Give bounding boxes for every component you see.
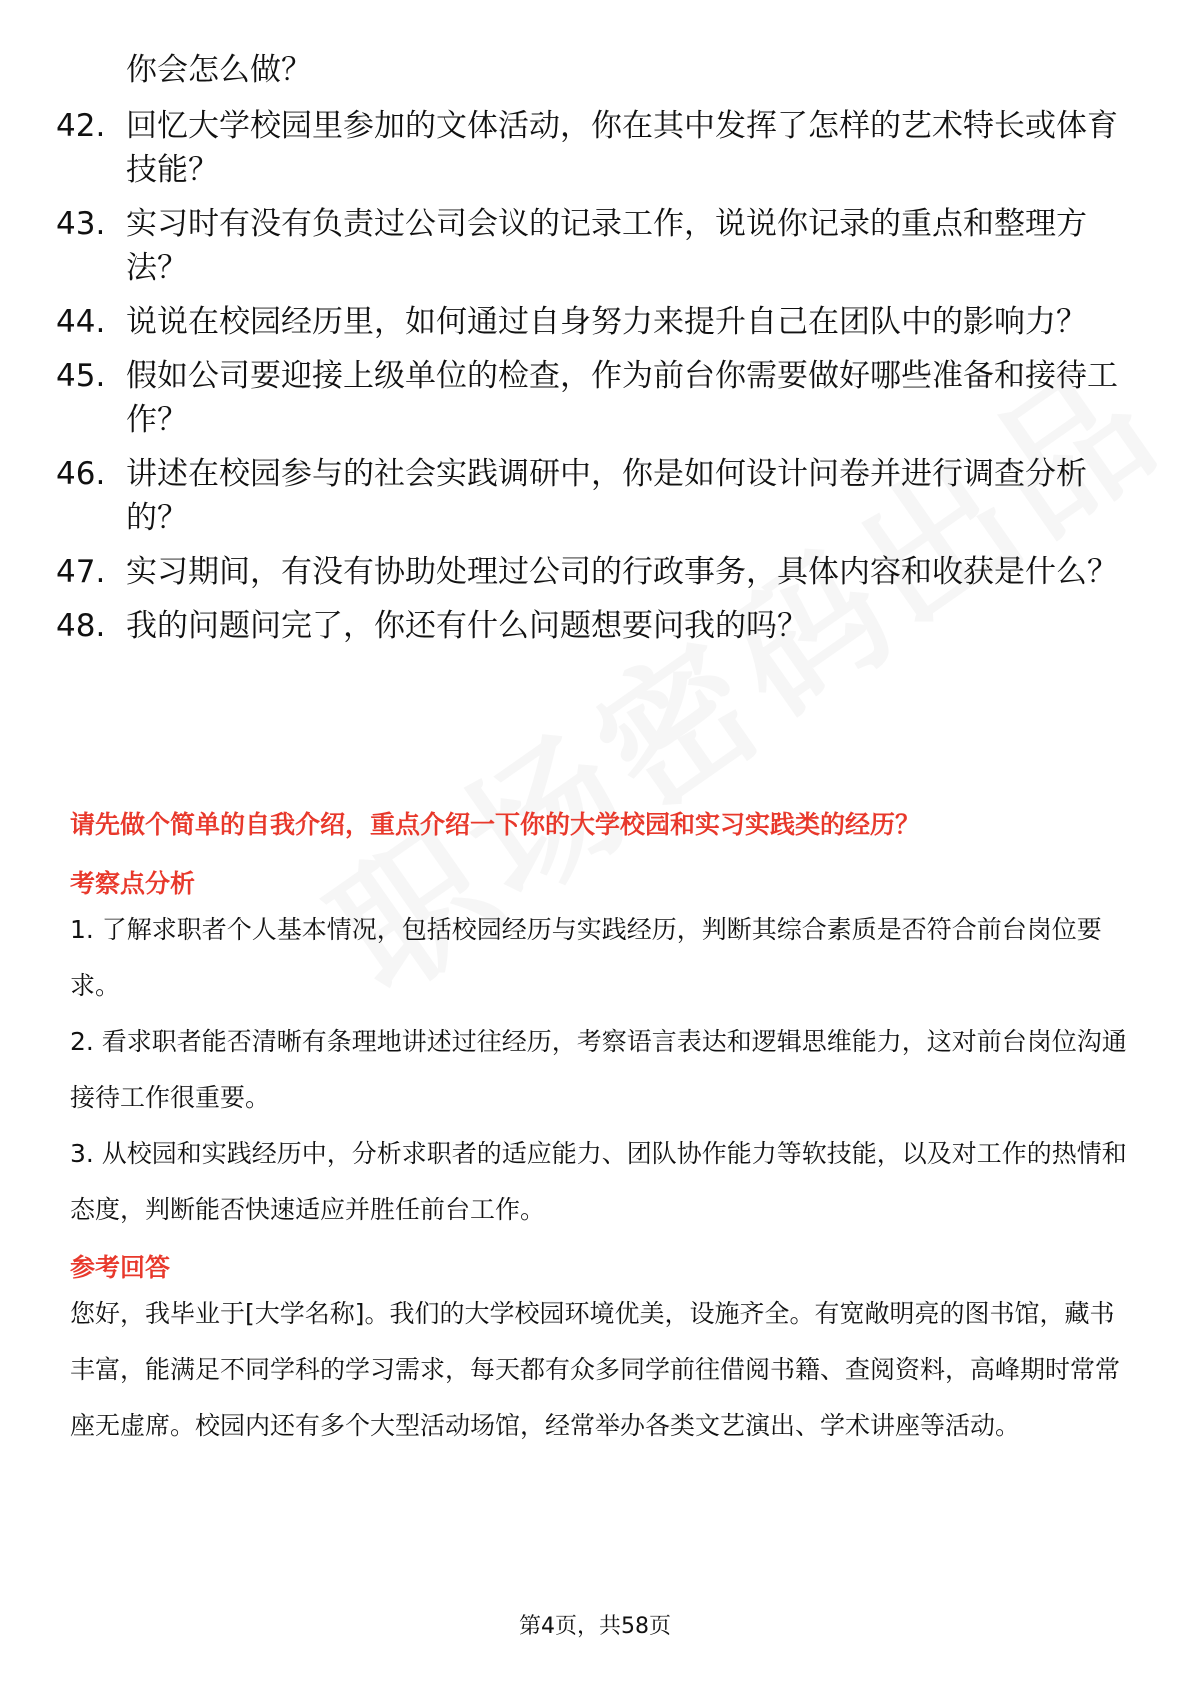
question-number: 45. xyxy=(56,358,106,394)
list-item xyxy=(56,452,1126,540)
question-list xyxy=(56,48,1126,658)
question-number: 48. xyxy=(56,608,106,644)
question-text: 说说在校园经历里，如何通过自身努力来提升自己在团队中的影响力？ xyxy=(126,304,1087,340)
question-number: 42. xyxy=(56,108,106,144)
list-item xyxy=(56,550,1126,594)
list-item xyxy=(56,354,1126,442)
page-footer: 第4页，共58页 xyxy=(519,1614,671,1639)
answer-heading: 参考回答 xyxy=(70,1253,171,1282)
analysis-heading: 考察点分析 xyxy=(70,869,196,898)
question-text: 我的问题问完了，你还有什么问题想要问我的吗？ xyxy=(126,608,808,644)
answer-text: 您好，我毕业于[大学名称]。我们的大学校园环境优美，设施齐全。有宽敞明亮的图书馆，藏书丰富，能满足不同学科的学习需求，每天都有众多同学前往借阅书籍、查阅资料，高峰期时常常座无虚席。校园内还有多个大型活动场馆，经常举办各类文艺演出、学术讲座等活动。 xyxy=(70,1299,1121,1440)
analysis-point: 1. 了解求职者个人基本情况，包括校园经历与实践经历，判断其综合素质是否符合前台岗位要求。 xyxy=(70,915,1102,1000)
list-item xyxy=(56,604,1126,648)
question-number: 46. xyxy=(56,456,106,492)
question-text: 实习期间，有没有协助处理过公司的行政事务，具体内容和收获是什么？ xyxy=(126,554,1118,590)
question-text: 实习时有没有负责过公司会议的记录工作，说说你记录的重点和整理方法？ xyxy=(126,206,1087,286)
question-text: 假如公司要迎接上级单位的检查，作为前台你需要做好哪些准备和接待工作？ xyxy=(126,358,1118,438)
question-number: 43. xyxy=(56,206,106,242)
list-item xyxy=(56,104,1126,192)
list-item xyxy=(56,300,1126,344)
question-text: 回忆大学校园里参加的文体活动，你在其中发挥了怎样的艺术特长或体育技能？ xyxy=(126,108,1118,188)
analysis-point: 3. 从校园和实践经历中，分析求职者的适应能力、团队协作能力等软技能，以及对工作的热情和态度，判断能否快速适应并胜任前台工作。 xyxy=(70,1139,1127,1224)
analysis-point: 2. 看求职者能否清晰有条理地讲述过往经历，考察语言表达和逻辑思维能力，这对前台岗位沟通接待工作很重要。 xyxy=(70,1027,1127,1112)
question-continuation: 你会怎么做？ xyxy=(126,52,312,88)
highlight-question: 请先做个简单的自我介绍，重点介绍一下你的大学校园和实习实践类的经历？ xyxy=(70,810,921,839)
question-number: 44. xyxy=(56,304,106,340)
question-number: 47. xyxy=(56,554,106,590)
question-text: 讲述在校园参与的社会实践调研中，你是如何设计问卷并进行调查分析的？ xyxy=(126,456,1087,536)
list-item xyxy=(56,202,1126,290)
